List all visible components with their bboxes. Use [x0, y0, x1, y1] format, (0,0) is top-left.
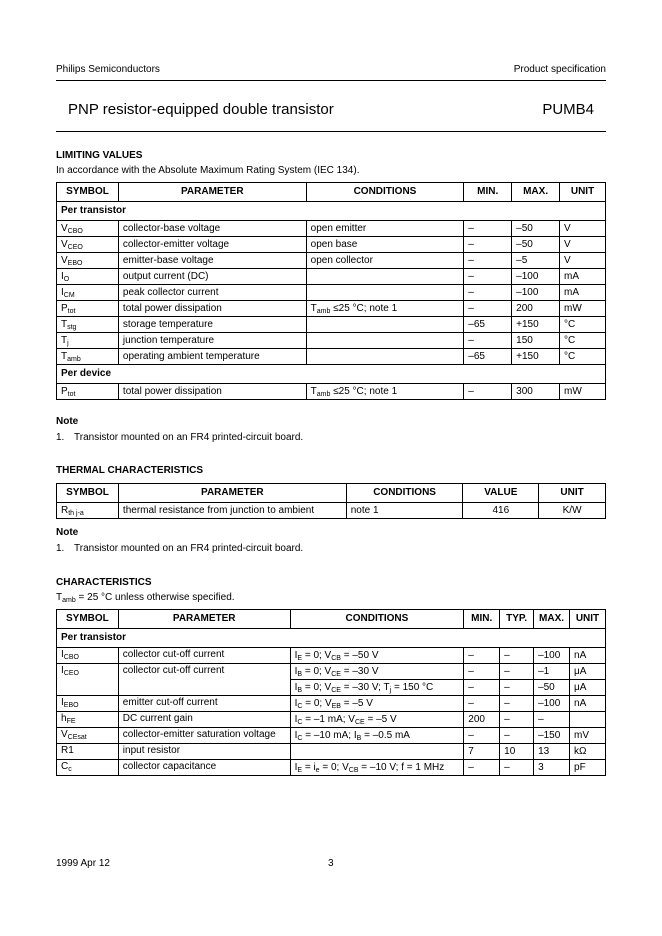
- characteristics-intro: $T_{amb} = 25$ °C unless otherwise specified.: [56, 592, 235, 604]
- typ-cell: 10: [500, 744, 534, 760]
- min-cell: –: [464, 333, 512, 349]
- unit-cell: V: [560, 221, 606, 237]
- unit-cell: °C: [560, 317, 606, 333]
- typ-cell: –: [500, 680, 534, 696]
- unit-cell: μA: [570, 664, 606, 680]
- table-row: [57, 301, 606, 317]
- col-header: SYMBOL: [57, 610, 119, 629]
- parameter-cell: total power dissipation: [118, 384, 306, 400]
- max-cell: –5: [512, 253, 560, 269]
- min-cell: –: [464, 237, 512, 253]
- col-header: MAX.: [512, 183, 560, 202]
- limiting-values-heading: LIMITING VALUES: [56, 150, 143, 161]
- parameter-cell: collector-emitter saturation voltage: [118, 728, 290, 744]
- min-cell: 200: [464, 712, 500, 728]
- max-cell: +150: [512, 349, 560, 365]
- footer-date: 1999 Apr 12: [56, 858, 110, 869]
- min-cell: –65: [464, 349, 512, 365]
- unit-cell: V: [560, 237, 606, 253]
- conditions-cell: [306, 317, 464, 333]
- parameter-cell: collector capacitance: [118, 760, 290, 776]
- unit-cell: mW: [560, 301, 606, 317]
- unit-cell: nA: [570, 648, 606, 664]
- thermal-heading: THERMAL CHARACTERISTICS: [56, 465, 204, 476]
- symbol-cell: $I_{CEO}$: [57, 664, 119, 696]
- symbol-cell: R1: [57, 744, 119, 760]
- parameter-cell: collector-emitter voltage: [118, 237, 306, 253]
- unit-cell: mA: [560, 269, 606, 285]
- header-rule: [56, 80, 606, 81]
- unit-cell: nA: [570, 696, 606, 712]
- unit-cell: °C: [560, 349, 606, 365]
- min-cell: –: [464, 728, 500, 744]
- table-row: [57, 712, 606, 728]
- parameter-cell: collector cut-off current: [118, 648, 290, 664]
- symbol-cell: $V_{CEO}$: [57, 237, 119, 253]
- conditions-cell: $T_{amb} \le 25$ °C; note 1: [306, 301, 464, 317]
- max-cell: –100: [512, 269, 560, 285]
- symbol-cell: $V_{CEsat}$: [57, 728, 119, 744]
- conditions-cell: open collector: [306, 253, 464, 269]
- unit-cell: °C: [560, 333, 606, 349]
- col-header: PARAMETER: [118, 610, 290, 629]
- min-cell: –: [464, 384, 512, 400]
- parameter-cell: junction temperature: [118, 333, 306, 349]
- conditions-cell: $I_E = i_e = 0$; $V_{CB} = -10$ V; f = 1 MHz: [290, 760, 464, 776]
- group-row: [57, 202, 606, 221]
- parameter-cell: emitter-base voltage: [118, 253, 306, 269]
- characteristics-heading: CHARACTERISTICS: [56, 577, 152, 588]
- symbol-cell: $I_{CM}$: [57, 285, 119, 301]
- min-cell: –: [464, 696, 500, 712]
- parameter-cell: operating ambient temperature: [118, 349, 306, 365]
- table-row: [57, 349, 606, 365]
- value-cell: 416: [463, 503, 539, 519]
- symbol-cell: $P_{tot}$: [57, 384, 119, 400]
- parameter-cell: DC current gain: [118, 712, 290, 728]
- table-row: [57, 744, 606, 760]
- min-cell: –: [464, 664, 500, 680]
- conditions-cell: [306, 333, 464, 349]
- symbol-cell: $T_{amb}$: [57, 349, 119, 365]
- conditions-cell: $I_C = -1$ mA; $V_{CE} = -5$ V: [290, 712, 464, 728]
- unit-cell: mW: [560, 384, 606, 400]
- note-text: Transistor mounted on an FR4 printed-circuit board.: [74, 543, 304, 554]
- table-row: [57, 221, 606, 237]
- table-row: [57, 237, 606, 253]
- group-label: Per transistor: [57, 202, 606, 221]
- conditions-cell: [306, 285, 464, 301]
- note-label: Note: [56, 527, 79, 538]
- conditions-cell: [290, 744, 464, 760]
- parameter-cell: total power dissipation: [118, 301, 306, 317]
- unit-cell: μA: [570, 680, 606, 696]
- max-cell: –50: [512, 237, 560, 253]
- symbol-cell: $I_O$: [57, 269, 119, 285]
- note-text: Transistor mounted on an FR4 printed-circuit board.: [74, 432, 304, 443]
- symbol-cell: $T_j$: [57, 333, 119, 349]
- spec-type: Product specification: [513, 64, 606, 75]
- min-cell: –: [464, 760, 500, 776]
- group-row: [57, 629, 606, 648]
- document-title: PNP resistor-equipped double transistor: [68, 101, 334, 118]
- col-header: SYMBOL: [57, 183, 119, 202]
- table-row: [57, 384, 606, 400]
- col-header: CONDITIONS: [346, 484, 463, 503]
- characteristics-table: [56, 609, 606, 776]
- col-header: PARAMETER: [118, 484, 346, 503]
- unit-cell: K/W: [539, 503, 606, 519]
- min-cell: 7: [464, 744, 500, 760]
- min-cell: –: [464, 269, 512, 285]
- max-cell: 200: [512, 301, 560, 317]
- group-label: Per device: [57, 365, 606, 384]
- conditions-cell: $I_C = 0$; $V_{EB} = -5$ V: [290, 696, 464, 712]
- table-row: [57, 728, 606, 744]
- group-label: Per transistor: [57, 629, 606, 648]
- unit-cell: V: [560, 253, 606, 269]
- table-row: [57, 664, 606, 680]
- min-cell: –: [464, 648, 500, 664]
- table-header-row: [57, 610, 606, 629]
- max-cell: –100: [534, 648, 570, 664]
- table-row: [57, 503, 606, 519]
- part-number: PUMB4: [542, 101, 594, 118]
- parameter-cell: storage temperature: [118, 317, 306, 333]
- col-header: CONDITIONS: [306, 183, 464, 202]
- title-rule: [56, 131, 606, 132]
- max-cell: +150: [512, 317, 560, 333]
- col-header: TYP.: [500, 610, 534, 629]
- parameter-cell: emitter cut-off current: [118, 696, 290, 712]
- table-row: [57, 317, 606, 333]
- conditions-cell: $I_E = 0$; $V_{CB} = -50$ V: [290, 648, 464, 664]
- group-row: [57, 365, 606, 384]
- min-cell: –65: [464, 317, 512, 333]
- unit-cell: [570, 712, 606, 728]
- max-cell: –50: [512, 221, 560, 237]
- conditions-cell: $I_C = -10$ mA; $I_B = -0.5$ mA: [290, 728, 464, 744]
- note-number: 1.: [56, 543, 65, 554]
- max-cell: –50: [534, 680, 570, 696]
- table-row: [57, 760, 606, 776]
- typ-cell: –: [500, 760, 534, 776]
- typ-cell: –: [500, 648, 534, 664]
- unit-cell: mV: [570, 728, 606, 744]
- max-cell: –1: [534, 664, 570, 680]
- conditions-cell: $I_B = 0$; $V_{CE} = -30$ V: [290, 664, 464, 680]
- col-header: MIN.: [464, 610, 500, 629]
- col-header: UNIT: [560, 183, 606, 202]
- min-cell: –: [464, 285, 512, 301]
- symbol-cell: $I_{CBO}$: [57, 648, 119, 664]
- conditions-cell: open base: [306, 237, 464, 253]
- unit-cell: pF: [570, 760, 606, 776]
- max-cell: –100: [512, 285, 560, 301]
- col-header: UNIT: [539, 484, 606, 503]
- symbol-cell: $P_{tot}$: [57, 301, 119, 317]
- conditions-cell: [306, 349, 464, 365]
- min-cell: –: [464, 221, 512, 237]
- symbol-cell: $h_{FE}$: [57, 712, 119, 728]
- page-number: 3: [328, 858, 334, 869]
- note-number: 1.: [56, 432, 65, 443]
- limiting-values-table: [56, 182, 606, 400]
- conditions-cell: $T_{amb} \le 25$ °C; note 1: [306, 384, 464, 400]
- symbol-cell: $I_{EBO}$: [57, 696, 119, 712]
- parameter-cell: collector cut-off current: [118, 664, 290, 696]
- symbol-cell: $C_c$: [57, 760, 119, 776]
- table-row: [57, 696, 606, 712]
- table-row: [57, 285, 606, 301]
- conditions-cell: open emitter: [306, 221, 464, 237]
- table-header-row: [57, 183, 606, 202]
- symbol-cell: $T_{stg}$: [57, 317, 119, 333]
- col-header: MAX.: [534, 610, 570, 629]
- typ-cell: –: [500, 712, 534, 728]
- max-cell: 13: [534, 744, 570, 760]
- note-item: [56, 432, 303, 443]
- note-label: Note: [56, 416, 79, 427]
- symbol-cell: $V_{CBO}$: [57, 221, 119, 237]
- thermal-table: [56, 483, 606, 519]
- parameter-cell: output current (DC): [118, 269, 306, 285]
- col-header: MIN.: [464, 183, 512, 202]
- col-header: CONDITIONS: [290, 610, 464, 629]
- note-item: [56, 543, 303, 554]
- col-header: PARAMETER: [118, 183, 306, 202]
- min-cell: –: [464, 253, 512, 269]
- col-header: UNIT: [570, 610, 606, 629]
- min-cell: –: [464, 680, 500, 696]
- limiting-values-intro: In accordance with the Absolute Maximum Rating System (IEC 134).: [56, 165, 360, 176]
- conditions-cell: $I_B = 0$; $V_{CE} = -30$ V; $T_j = 150$ °C: [290, 680, 464, 696]
- parameter-cell: collector-base voltage: [118, 221, 306, 237]
- typ-cell: –: [500, 696, 534, 712]
- col-header: VALUE: [463, 484, 539, 503]
- parameter-cell: input resistor: [118, 744, 290, 760]
- max-cell: 300: [512, 384, 560, 400]
- max-cell: –150: [534, 728, 570, 744]
- symbol-cell: $R_{th j-a}$: [57, 503, 119, 519]
- table-row: [57, 269, 606, 285]
- col-header: SYMBOL: [57, 484, 119, 503]
- typ-cell: –: [500, 664, 534, 680]
- parameter-cell: thermal resistance from junction to ambient: [118, 503, 346, 519]
- conditions-cell: note 1: [346, 503, 463, 519]
- max-cell: 150: [512, 333, 560, 349]
- table-header-row: [57, 484, 606, 503]
- conditions-cell: [306, 269, 464, 285]
- table-row: [57, 648, 606, 664]
- symbol-cell: $V_{EBO}$: [57, 253, 119, 269]
- min-cell: –: [464, 301, 512, 317]
- table-row: [57, 333, 606, 349]
- unit-cell: kΩ: [570, 744, 606, 760]
- table-row: [57, 253, 606, 269]
- max-cell: 3: [534, 760, 570, 776]
- typ-cell: –: [500, 728, 534, 744]
- unit-cell: mA: [560, 285, 606, 301]
- parameter-cell: peak collector current: [118, 285, 306, 301]
- max-cell: –100: [534, 696, 570, 712]
- max-cell: –: [534, 712, 570, 728]
- company-name: Philips Semiconductors: [56, 64, 160, 75]
